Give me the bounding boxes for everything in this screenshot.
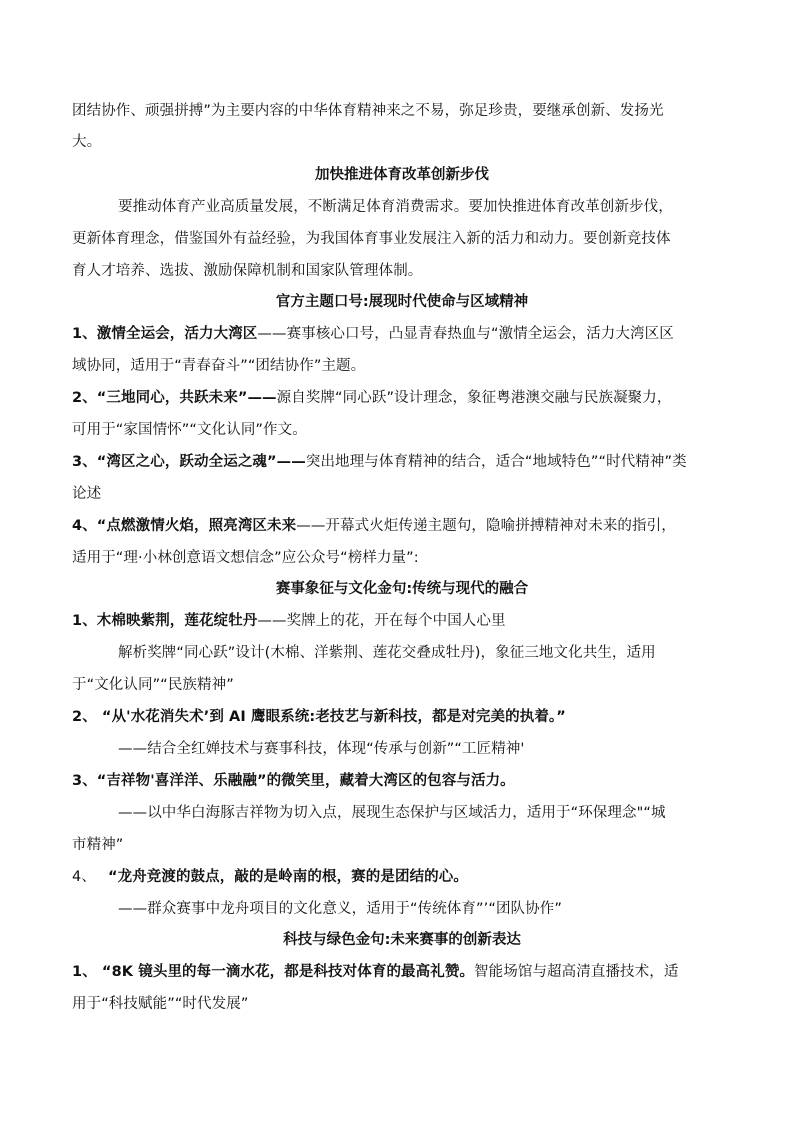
slogan-item-3-cont: 论述 <box>72 486 102 502</box>
slogan-item-4-bold: 4、“点燃激情火焰，照亮湾区未来 <box>72 518 297 534</box>
symbol-item-4 <box>72 867 732 887</box>
symbol-item-2: 2、 “从'水花消失术’到 AI 鹰眼系统:老技艺与新科技，都是对完美的执着。” <box>72 709 566 725</box>
reform-line-2: 更新体育理念，借鉴国外有益经验，为我国体育事业发展注入新的活力和动力。要创新竞技体 <box>72 231 671 247</box>
intro-line-2: 大。 <box>72 134 102 150</box>
symbol-item-3: 3、“吉祥物'喜洋洋、乐融融”的微笑里，藏着大湾区的包容与活力。 <box>72 773 515 789</box>
tech-item-1 <box>72 962 732 982</box>
symbol-item-1-sub-2: 于“文化认同”“民族精神” <box>72 677 234 693</box>
slogan-item-2 <box>72 388 732 408</box>
symbol-item-3-sub-2: 市精神” <box>72 837 124 853</box>
slogan-item-3-bold: 3、“湾区之心，跃动全运之魂”—— <box>72 454 306 470</box>
section-title-slogans: 官方主题口号:展现时代使命与区域精神 <box>275 294 529 310</box>
slogan-item-1-cont: 域协同，适用于“青春奋斗”“团结协作”主题。 <box>72 358 366 374</box>
symbol-item-4-bold: “龙舟竞渡的鼓点，敲的是岭南的根，赛的是团结的心。 <box>107 869 468 885</box>
tech-item-1-text: 智能场馆与超高清直播技术，适 <box>474 964 679 980</box>
slogan-item-2-text: 源自奖牌“同心跃”设计理念，象征粤港澳交融与民族凝聚力， <box>276 390 672 406</box>
slogan-item-2-cont: 可用于“家国情怀”“文化认同”作文。 <box>72 422 307 438</box>
tech-item-1-cont: 用于“科技赋能”“时代发展” <box>72 996 249 1012</box>
slogan-item-3 <box>72 452 732 472</box>
slogan-item-1-text: ——赛事核心口号，凸显青春热血与“激情全运会，活力大湾区区 <box>257 326 674 342</box>
symbol-item-4-num: 4、 <box>72 869 96 885</box>
symbol-item-1-sub-1: 解析奖牌“同心跃”设计(木棉、洋紫荆、莲花交叠成牡丹)，象征三地文化共生，适用 <box>118 645 656 661</box>
slogan-item-2-bold: 2、“三地同心，共跃未来”—— <box>72 390 277 406</box>
symbol-item-3-sub-1: ——以中华白海豚吉祥物为切入点，展现生态保护与区域活力，适用于“环保理念"“城 <box>118 805 666 821</box>
symbol-item-1-bold: 1、木棉映紫荆，莲花绽牡丹 <box>72 613 258 629</box>
intro-line-1: 团结协作、顽强拼搏”为主要内容的中华体育精神来之不易，弥足珍贵，要继承创新、发扬光 <box>72 103 664 119</box>
slogan-item-4-cont: 适用于“理·小林创意语文想信念”应公众号“榜样力量”: <box>72 550 419 566</box>
symbol-item-2-sub: ——结合全红婵技术与赛事科技，体现“传承与创新”“工匠精神' <box>118 741 525 757</box>
reform-line-1: 要推动体育产业高质量发展，不断满足体育消费需求。要加快推进体育改革创新步伐， <box>118 199 673 215</box>
section-title-reform: 加快推进体育改革创新步伐 <box>315 167 489 183</box>
tech-item-1-bold: 1、 “8K 镜头里的每一滴水花，都是科技对体育的最高礼赞。 <box>72 964 475 980</box>
slogan-item-4-text: ——开幕式火炬传递主题句，隐喻拼搏精神对未来的指引， <box>296 518 676 534</box>
symbol-item-1-text: ——奖牌上的花，开在每个中国人心里 <box>257 613 506 629</box>
slogan-item-3-text: 突出地理与体育精神的结合，适合“地域特色”“时代精神”类 <box>305 454 687 470</box>
symbol-item-1 <box>72 611 732 631</box>
section-title-symbols: 赛事象征与文化金句:传统与现代的融合 <box>275 581 529 597</box>
slogan-item-1 <box>72 324 732 344</box>
symbol-item-4-sub: ——群众赛事中龙舟项目的文化意义，适用于“传统体育”’“团队协作” <box>118 901 562 917</box>
slogan-item-1-bold: 1、激情全运会，活力大湾区 <box>72 326 258 342</box>
section-title-tech: 科技与绿色金句:未来赛事的创新表达 <box>283 932 521 948</box>
reform-line-3: 育人才培养、选拔、激励保障机制和国家队管理体制。 <box>72 263 423 279</box>
slogan-item-4 <box>72 516 732 536</box>
